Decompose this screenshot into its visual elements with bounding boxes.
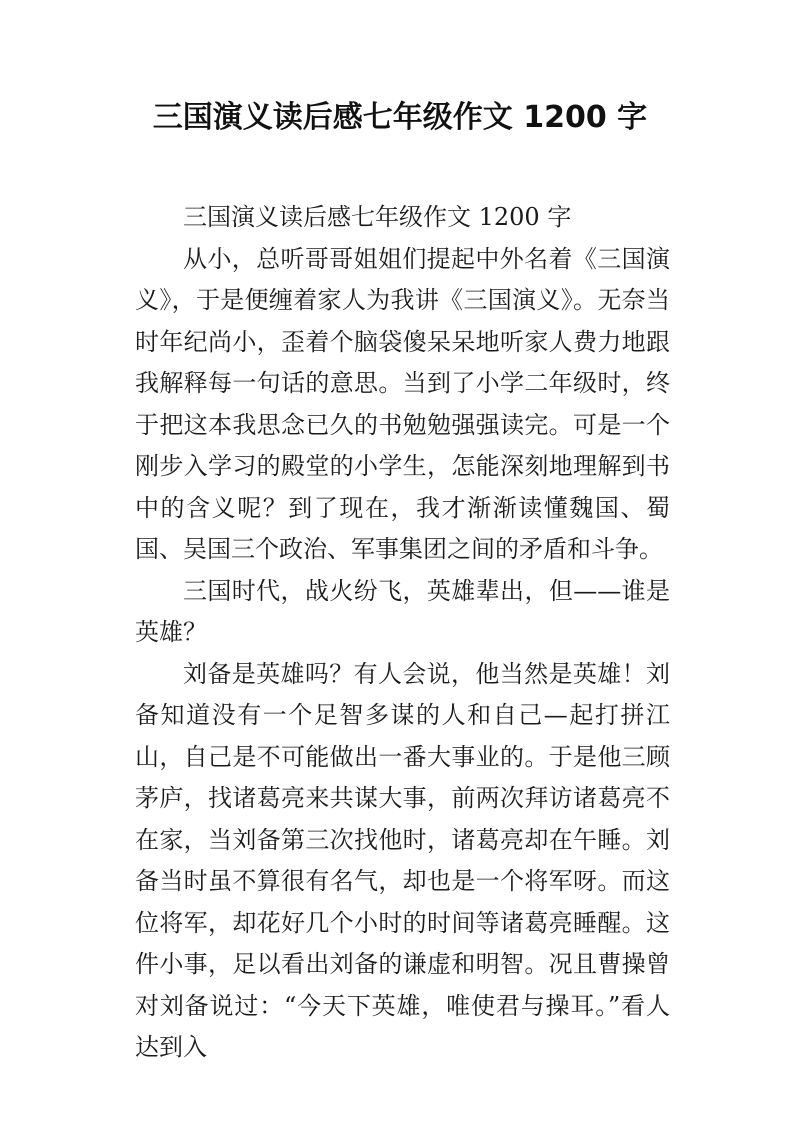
paragraph-question: 三国时代，战火纷飞，英雄辈出，但——谁是英雄？ (135, 576, 670, 646)
paragraph-subtitle: 三国演义读后感七年级作文 1200 字 (183, 203, 572, 231)
document-body (135, 197, 670, 1069)
paragraph-intro: 从小，总听哥哥姐姐们提起中外名着《三国演义》，于是便缠着家人为我讲《三国演义》。无奈当时年纪尚小，歪着个脑袋傻呆呆地听家人费力地跟我解释每一句话的意思。当到了小学二年级时，终于把这本我思念已久的书勉勉强强读完。可是一个刚步入学习的殿堂的小学生，怎能深刻地理解到书中的含义呢？到了现在，我才渐渐读懂魏国、蜀国、吴国三个政治、军事集团之间的矛盾和斗争。 (135, 244, 670, 563)
paragraph-liubei: 刘备是英雄吗？有人会说，他当然是英雄！刘备知道没有一个足智多谋的人和自己—起打拼江山，自己是不可能做出一番大事业的。于是他三顾茅庐，找诸葛亮来共谋大事，前两次拜访诸葛亮不在家，当刘备第三次找他时，诸葛亮却在午睡。刘备当时虽不算很有名气，却也是一个将军呀。而这位将军，却花好几个小时的时间等诸葛亮睡醒。这件小事，足以看出刘备的谦虚和明智。况且曹操曾对刘备说过：“今天下英雄，唯使君与操耳。”看人达到入 (135, 659, 670, 1061)
document-title: 三国演义读后感七年级作文 1200 字 (152, 100, 648, 135)
